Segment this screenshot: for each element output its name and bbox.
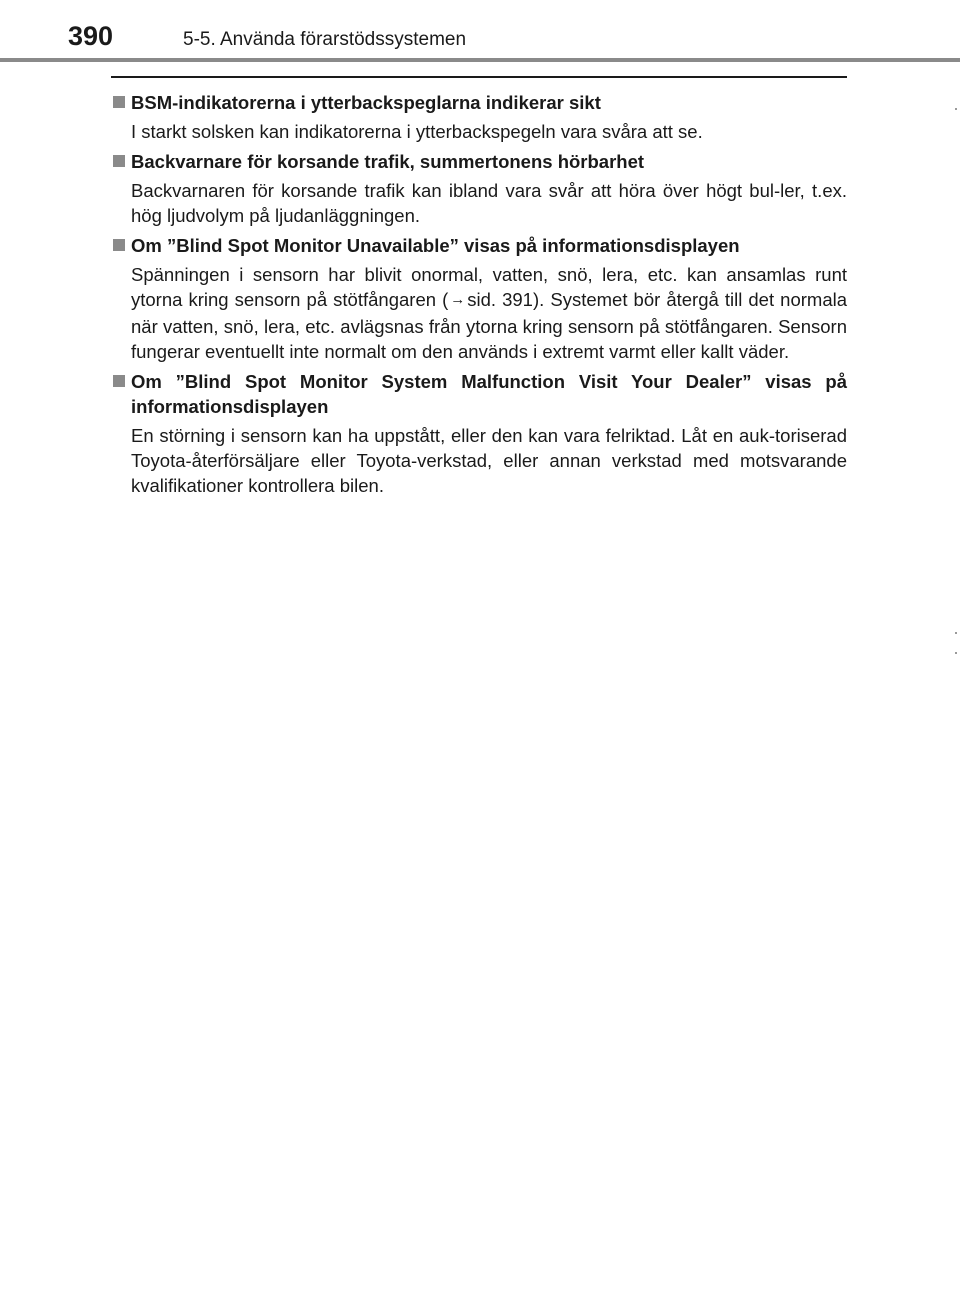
- item-heading-text: Om ”Blind Spot Monitor Unavailable” visas på informationsdisplayen: [131, 235, 740, 256]
- item-body: I starkt solsken kan indikatorerna i ytterbackspegeln vara svåra att se.: [131, 121, 703, 142]
- edge-mark: [955, 652, 957, 654]
- item-body-text: ). Systemet bör återgå till det normala när vatten, snö, lera, etc. avlägsnas från ytorna kring sensorn på stötfångaren. Sensorn fungerar eventuellt inte normalt om den används i extremt varmt eller kallt väder.: [131, 289, 848, 362]
- item-body: Backvarnaren för korsande trafik kan ibland vara svår att höra över högt bul-ler, t.ex. hög ljudvolym på ljudanläggningen.: [131, 180, 847, 226]
- content-divider: [111, 76, 847, 78]
- section-title: 5-5. Använda förarstödssystemen: [183, 29, 467, 50]
- item-heading-text: Om ”Blind Spot Monitor System Malfunction Visit Your Dealer” visas på informationsdisplayen: [131, 371, 847, 417]
- item-heading: [111, 369, 847, 419]
- arrow-right-icon: →: [450, 291, 466, 308]
- item-heading: [111, 149, 847, 174]
- header-divider: [0, 58, 960, 62]
- item-heading-text: Backvarnare för korsande trafik, summertonens hörbarhet: [131, 151, 645, 172]
- item-heading-text: BSM-indikatorerna i ytterbackspeglarna indikerar sikt: [131, 92, 601, 113]
- item-body: En störning i sensorn kan ha uppstått, eller den kan vara felriktad. Låt en auk-toriserad Toyota-återförsäljare eller Toyota-verkstad, eller annan verkstad med motsvarande kvalifikationer kontrollera bilen.: [131, 425, 847, 496]
- info-item-bsm-malfunction: [111, 369, 847, 498]
- edge-mark: [955, 632, 957, 634]
- item-body-text: Spänningen i sensorn har blivit onormal, vatten, snö, lera, etc. kan ansamlas runt ytorna kring sensorn på stötfångaren (: [131, 264, 847, 310]
- info-item-bsm-indicators: [111, 90, 847, 144]
- item-body: [111, 262, 847, 364]
- square-bullet-icon: [113, 96, 125, 108]
- square-bullet-icon: [113, 155, 125, 167]
- info-item-cross-traffic-buzzer: [111, 149, 847, 228]
- square-bullet-icon: [113, 239, 125, 251]
- page-number: 390: [68, 21, 114, 51]
- item-heading: [111, 90, 847, 115]
- main-content: [111, 76, 847, 503]
- page-reference-link[interactable]: sid. 391: [467, 289, 533, 310]
- edge-mark: [955, 108, 957, 110]
- page-header: [0, 0, 960, 70]
- item-heading: [111, 233, 847, 258]
- info-item-bsm-unavailable: [111, 233, 847, 364]
- square-bullet-icon: [113, 375, 125, 387]
